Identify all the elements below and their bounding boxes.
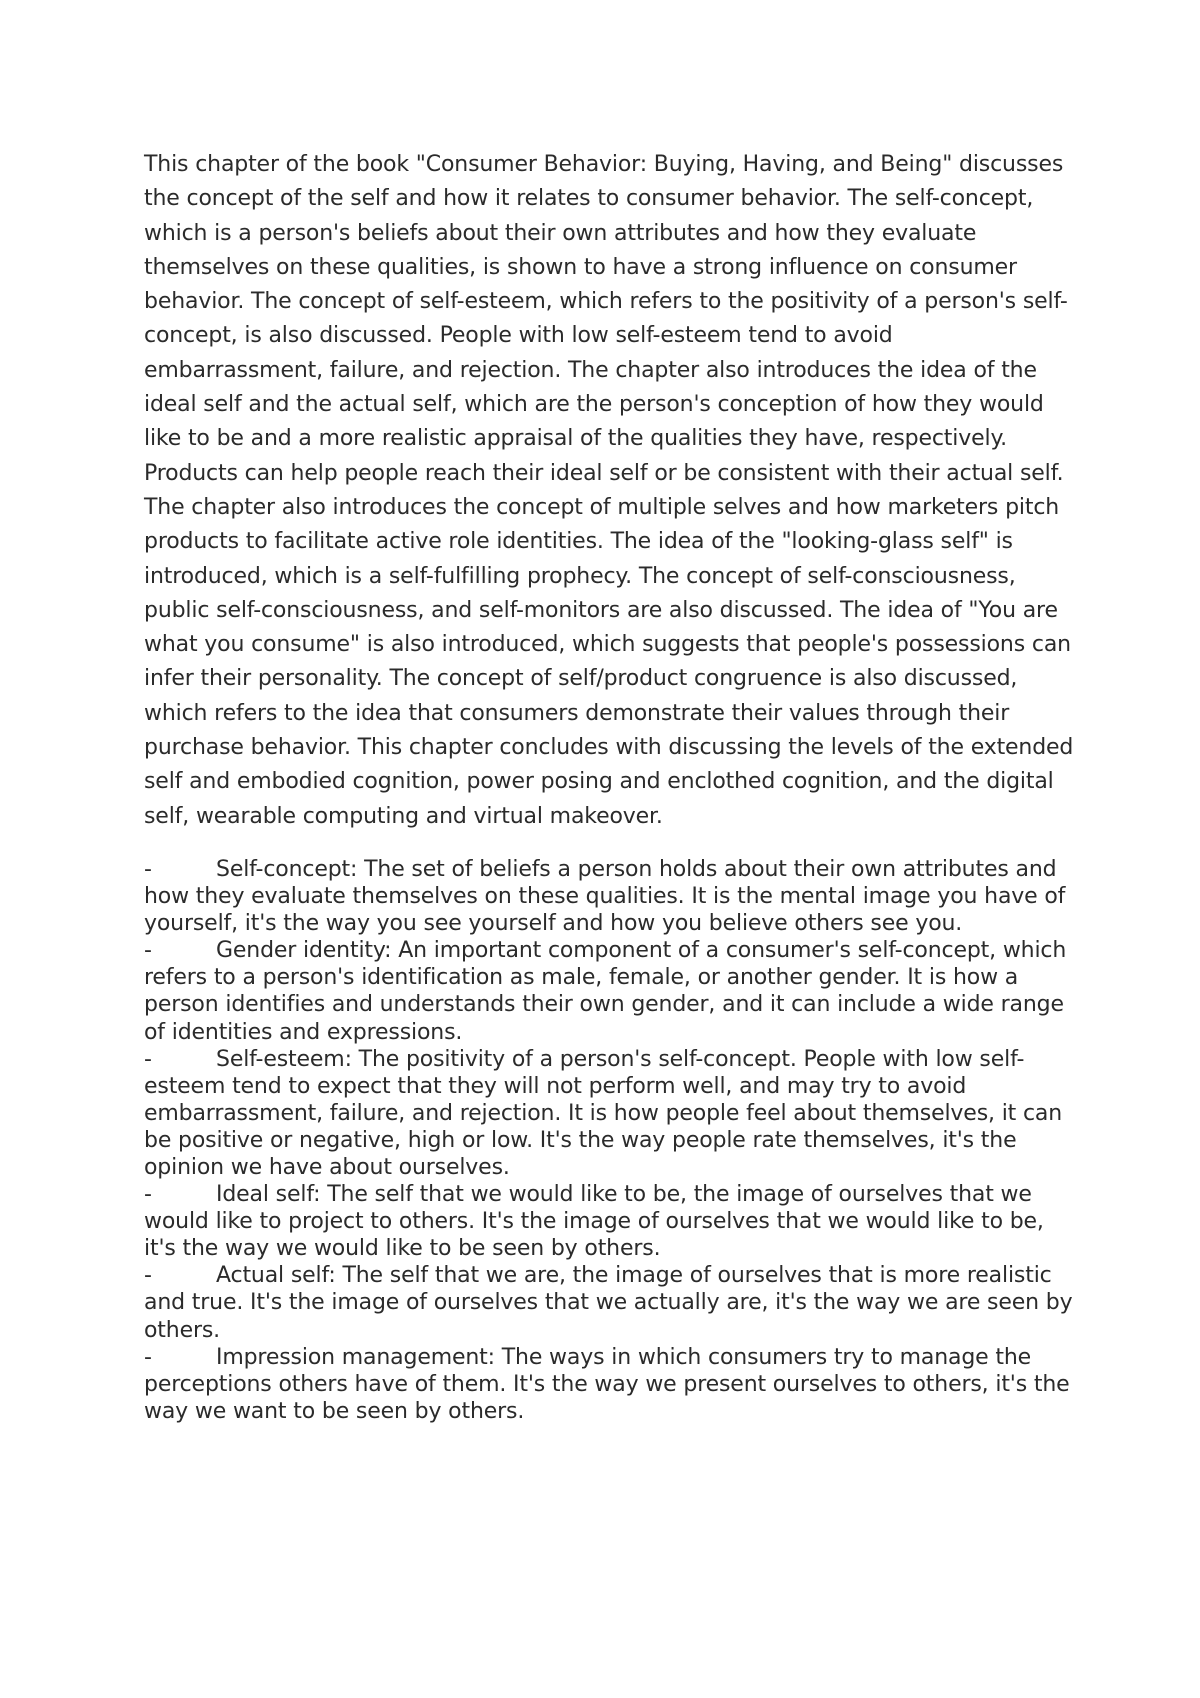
key-term-ideal-self <box>144 1181 1074 1262</box>
key-term-text: Impression management: The ways in which consumers try to manage the perceptions others have of them. It's the way we present ourselves to others, it's the way we want to be seen by others. <box>144 1344 1070 1424</box>
bullet-dash: - <box>144 856 152 882</box>
bullet-dash: - <box>144 1182 152 1208</box>
key-term-text: Actual self: The self that we are, the image of ourselves that is more realistic and true. It's the image of ourselves that we actually are, it's the way we are seen by others. <box>144 1263 1073 1343</box>
key-term-text: Gender identity: An important component of a consumer's self-concept, which refers to a person's identification as male, female, or another gender. It is how a person identifies and understands their own gender, and it can include a wide range of identities and expressions. <box>144 938 1067 1045</box>
bullet-dash: - <box>144 1344 152 1370</box>
key-term-text: Self-concept: The set of beliefs a person holds about their own attributes and how they evaluate themselves on these qualities. It is the mental image you have of yourself, it's the way you see yourself and how you believe others see you. <box>144 856 1066 937</box>
key-terms-list <box>144 856 1074 1425</box>
chapter-summary-paragraph: This chapter of the book "Consumer Behavior: Buying, Having, and Being" discusses the concept of the self and how it relates to consumer behavior. The self-concept, which is a person's beliefs about their own attributes and how they evaluate themselves on these qualities, is shown to have a strong influence on consumer behavior. The concept of self-esteem, which refers to the positivity of a person's self-concept, is also discussed. People with low self-esteem tend to avoid embarrassment, failure, and rejection. The chapter also introduces the idea of the ideal self and the actual self, which are the person's conception of how they would like to be and a more realistic appraisal of the qualities they have, respectively. Products can help people reach their ideal self or be consistent with their actual self. The chapter also introduces the concept of multiple selves and how marketers pitch products to facilitate active role identities. The idea of the "looking-glass self" is introduced, which is a self-fulfilling prophecy. The concept of self-consciousness, public self-consciousness, and self-monitors are also discussed. The idea of "You are what you consume" is also introduced, which suggests that people's possessions can infer their personality. The concept of self/product congruence is also discussed, which refers to the idea that consumers demonstrate their values through their purchase behavior. This chapter concludes with discussing the levels of the extended self and embodied cognition, power posing and enclothed cognition, and the digital self, wearable computing and virtual makeover. <box>144 152 1074 829</box>
key-term-self-esteem <box>144 1046 1074 1181</box>
key-term-actual-self <box>144 1262 1074 1343</box>
key-term-gender-identity <box>144 937 1074 1045</box>
key-term-text: Ideal self: The self that we would like to be, the image of ourselves that we would like to project to others. It's the image of ourselves that we would like to be, it's the way we would like to be seen by others. <box>144 1182 1044 1262</box>
key-term-impression-management <box>144 1344 1074 1425</box>
bullet-dash: - <box>144 938 152 964</box>
bullet-dash: - <box>144 1046 152 1072</box>
key-term-self-concept <box>144 856 1074 937</box>
key-term-text: Self-esteem: The positivity of a person's self-concept. People with low self-esteem tend to expect that they will not perform well, and may try to avoid embarrassment, failure, and rejection. It is how people feel about themselves, it can be positive or negative, high or low. It's the way people rate themselves, it's the opinion we have about ourselves. <box>144 1046 1063 1180</box>
document-page <box>144 148 1074 1425</box>
bullet-dash: - <box>144 1263 152 1289</box>
